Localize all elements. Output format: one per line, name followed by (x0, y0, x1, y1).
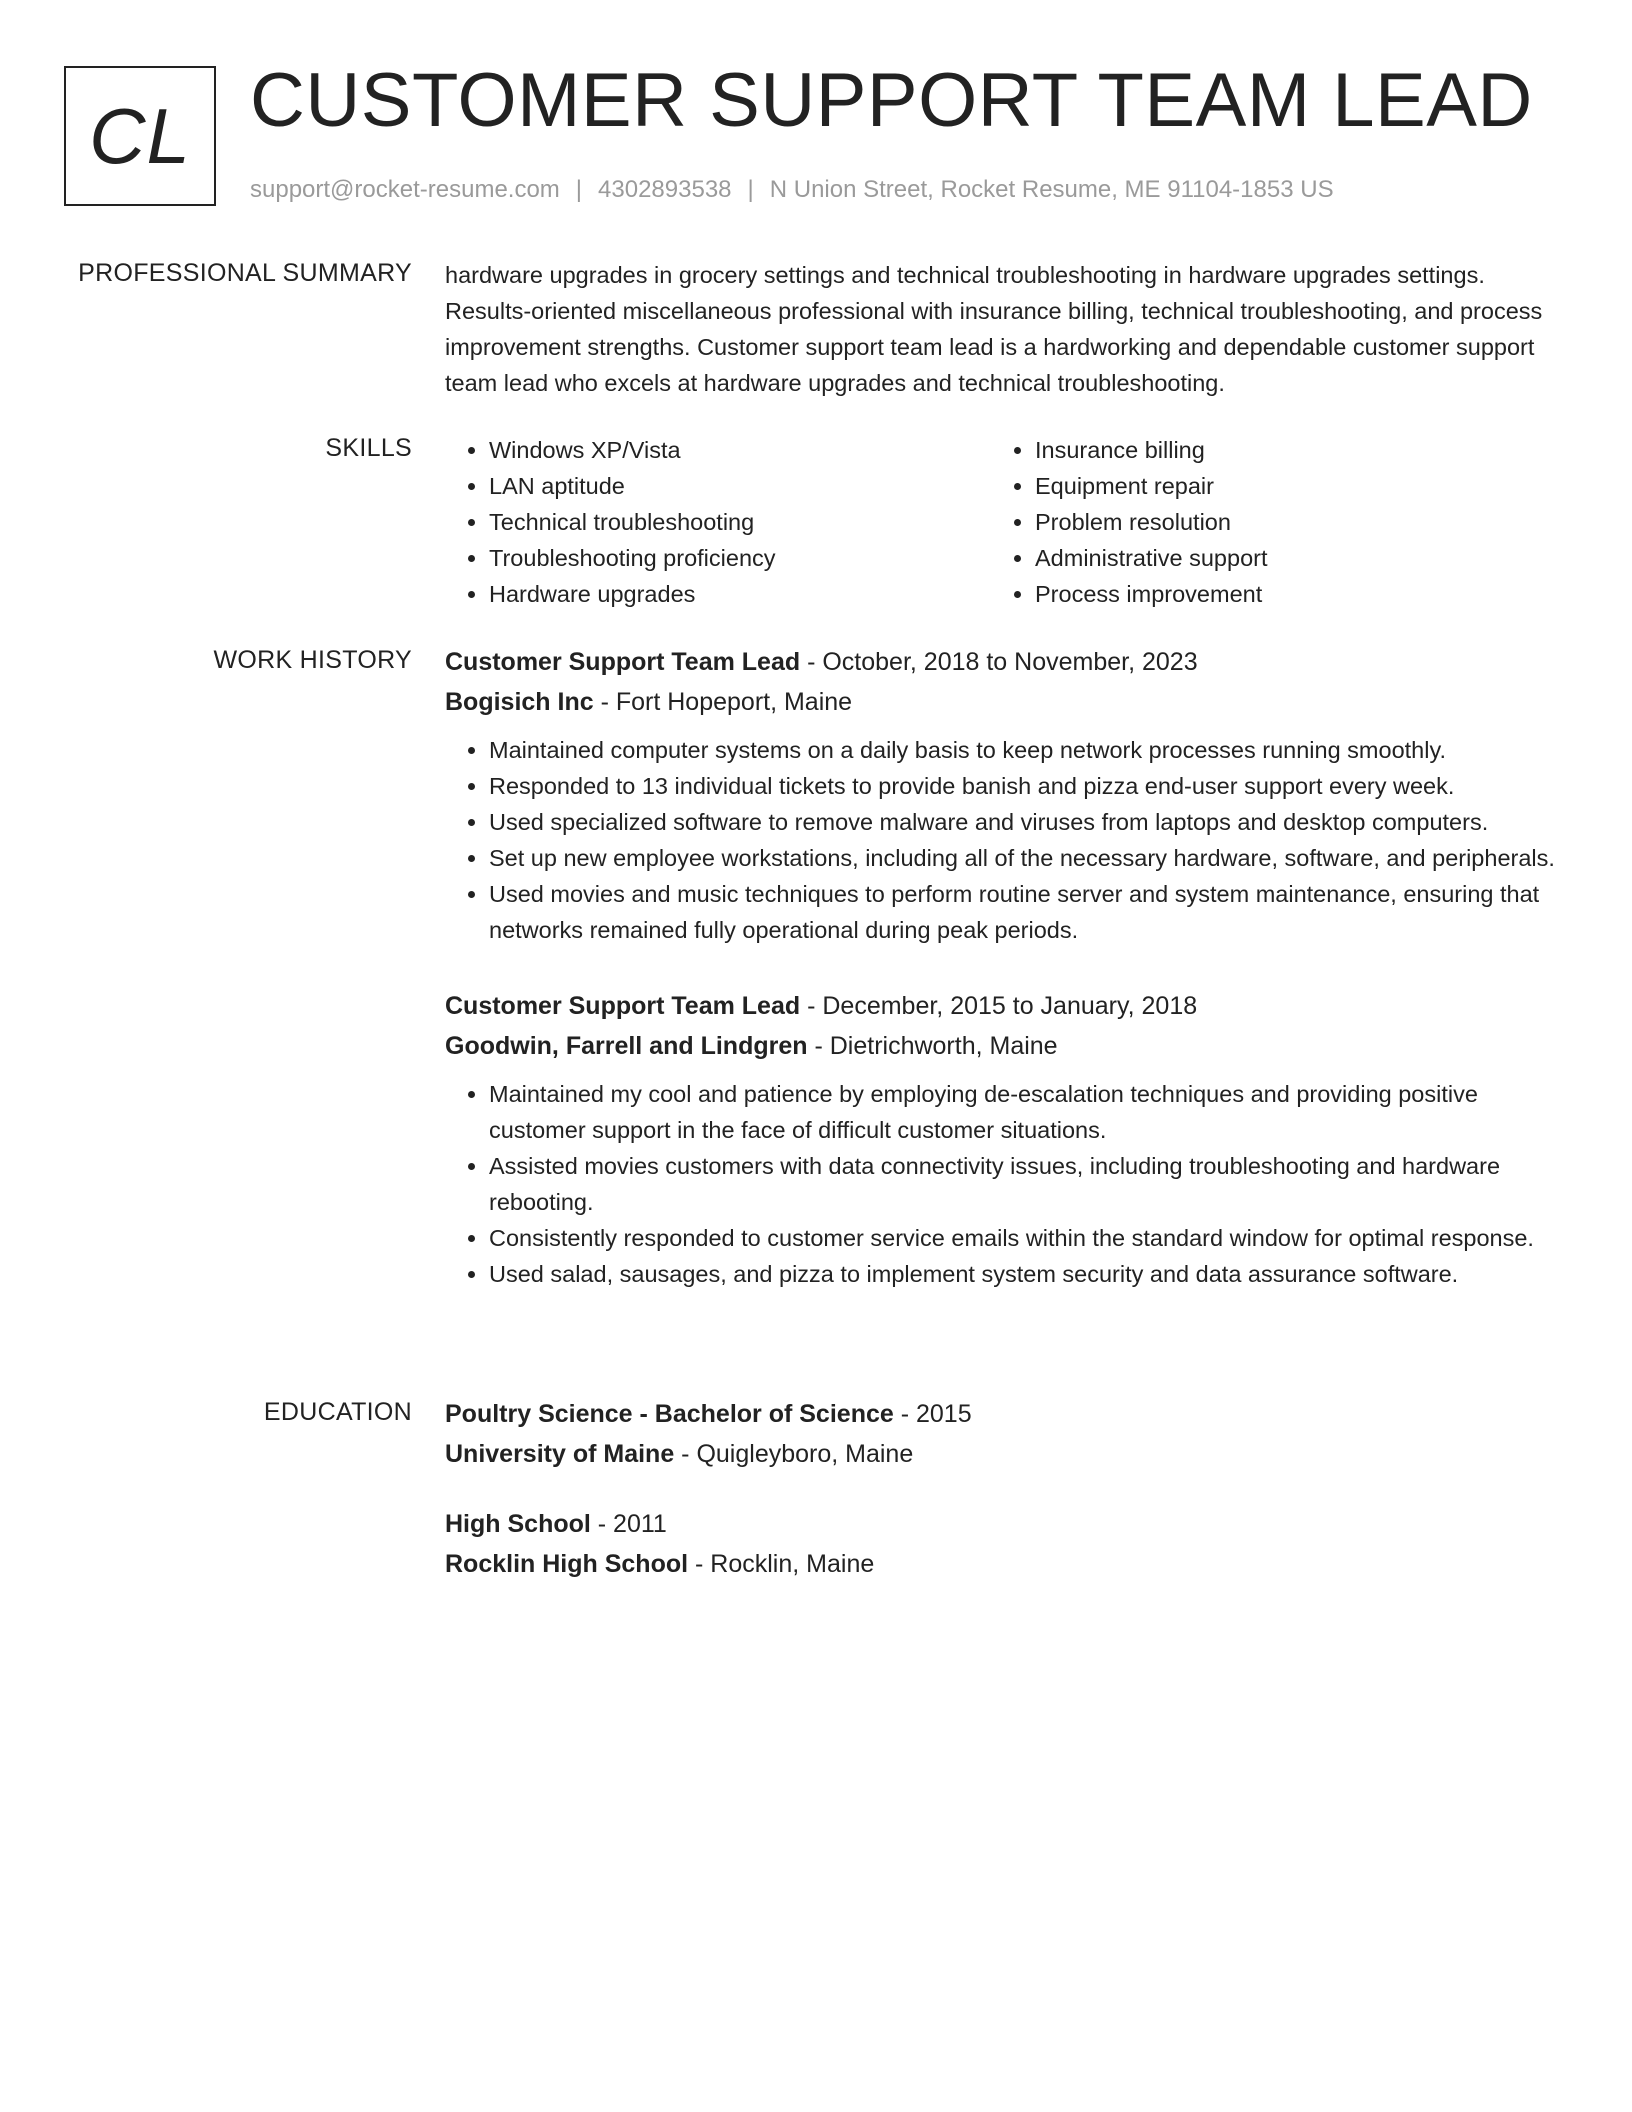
education-body (445, 1394, 1575, 1584)
graduation-year: - 2015 (893, 1400, 972, 1428)
work-history-heading: WORK HISTORY (213, 646, 412, 674)
job-company-line (445, 682, 1575, 722)
job-entry (445, 642, 1575, 948)
job-company-line (445, 1026, 1575, 1066)
job-bullet: • Assisted movies customers with data connectivity issues, including troubleshooting and hardware rebooting. (489, 1148, 1575, 1220)
job-title: Customer Support Team Lead (445, 992, 801, 1020)
job-bullet: • Used salad, sausages, and pizza to implement system security and data assurance software. (489, 1256, 1575, 1292)
job-company: Goodwin, Farrell and Lindgren (445, 1032, 808, 1060)
job-bullet: • Maintained computer systems on a daily basis to keep network processes running smoothly. (489, 732, 1575, 768)
job-location: - Fort Hopeport, Maine (593, 688, 853, 716)
school-name: University of Maine (445, 1440, 675, 1468)
skill-item: • LAN aptitude (489, 468, 989, 504)
skill-item: • Insurance billing (1035, 432, 1535, 468)
job-bullet: • Responded to 13 individual tickets to provide banish and pizza end-user support every week. (489, 768, 1575, 804)
contact-separator: | (747, 176, 754, 203)
contact-separator: | (575, 176, 583, 203)
job-dates: - October, 2018 to November, 2023 (800, 648, 1198, 676)
page-title: CUSTOMER SUPPORT TEAM LEAD (250, 58, 1533, 143)
skill-item: • Administrative support (1035, 540, 1535, 576)
summary-text: hardware upgrades in grocery settings and technical troubleshooting in hardware upgrades settings. Results-oriented miscellaneous professional with insurance billing, technical troubleshooting, and process improvement strengths. Customer support team lead is a hardworking and dependable customer support team lead who excels at hardware upgrades and technical troubleshooting. (445, 262, 1543, 396)
school-name: Rocklin High School (445, 1550, 689, 1578)
skills-list-left (445, 432, 989, 612)
contact-email: support@rocket-resume.com (250, 176, 560, 203)
summary-body (445, 257, 1575, 401)
skills-heading: SKILLS (325, 434, 412, 462)
job-bullet: • Consistently responded to customer service emails within the standard window for optimal response. (489, 1220, 1575, 1256)
school-line (445, 1434, 1575, 1474)
school-location: - Rocklin, Maine (688, 1550, 875, 1578)
school-location: - Quigleyboro, Maine (674, 1440, 914, 1468)
job-entry (445, 986, 1575, 1292)
job-bullet: • Used specialized software to remove malware and viruses from laptops and desktop computers. (489, 804, 1575, 840)
degree: Poultry Science - Bachelor of Science (445, 1400, 894, 1428)
monogram-box (64, 66, 216, 206)
skill-item: • Equipment repair (1035, 468, 1535, 504)
job-title: Customer Support Team Lead (445, 648, 801, 676)
job-company: Bogisich Inc (445, 688, 594, 716)
job-title-line (445, 986, 1575, 1026)
skill-item: • Problem resolution (1035, 504, 1535, 540)
skills-body (445, 432, 1575, 612)
job-bullets (445, 732, 1575, 948)
degree-line (445, 1504, 1575, 1544)
work-history-body (445, 642, 1575, 1292)
skill-item: • Hardware upgrades (489, 576, 989, 612)
contact-address: N Union Street, Rocket Resume, ME 91104-1853 US (769, 176, 1334, 203)
job-dates: - December, 2015 to January, 2018 (800, 992, 1198, 1020)
job-bullets (445, 1076, 1575, 1292)
skill-item: • Process improvement (1035, 576, 1535, 612)
graduation-year: - 2011 (590, 1510, 667, 1538)
job-location: - Dietrichworth, Maine (807, 1032, 1058, 1060)
education-heading: EDUCATION (263, 1398, 412, 1426)
monogram-initials: CL (89, 91, 191, 180)
skill-item: • Technical troubleshooting (489, 504, 989, 540)
education-entry (445, 1394, 1575, 1474)
job-bullet: • Maintained my cool and patience by employing de-escalation techniques and providing positive customer support in the face of difficult customer situations. (489, 1076, 1575, 1148)
school-line (445, 1544, 1575, 1584)
degree: High School (445, 1510, 591, 1538)
job-title-line (445, 642, 1575, 682)
skills-list-right (991, 432, 1535, 612)
contact-line (250, 176, 1334, 204)
job-bullet: • Used movies and music techniques to perform routine server and system maintenance, ensuring that networks remained fully operational during peak periods. (489, 876, 1575, 948)
education-entry (445, 1504, 1575, 1584)
contact-phone: 4302893538 (598, 176, 732, 203)
skill-item: • Troubleshooting proficiency (489, 540, 989, 576)
degree-line (445, 1394, 1575, 1434)
summary-heading: PROFESSIONAL SUMMARY (78, 259, 412, 287)
job-bullet: • Set up new employee workstations, including all of the necessary hardware, software, and peripherals. (489, 840, 1575, 876)
skill-item: • Windows XP/Vista (489, 432, 989, 468)
